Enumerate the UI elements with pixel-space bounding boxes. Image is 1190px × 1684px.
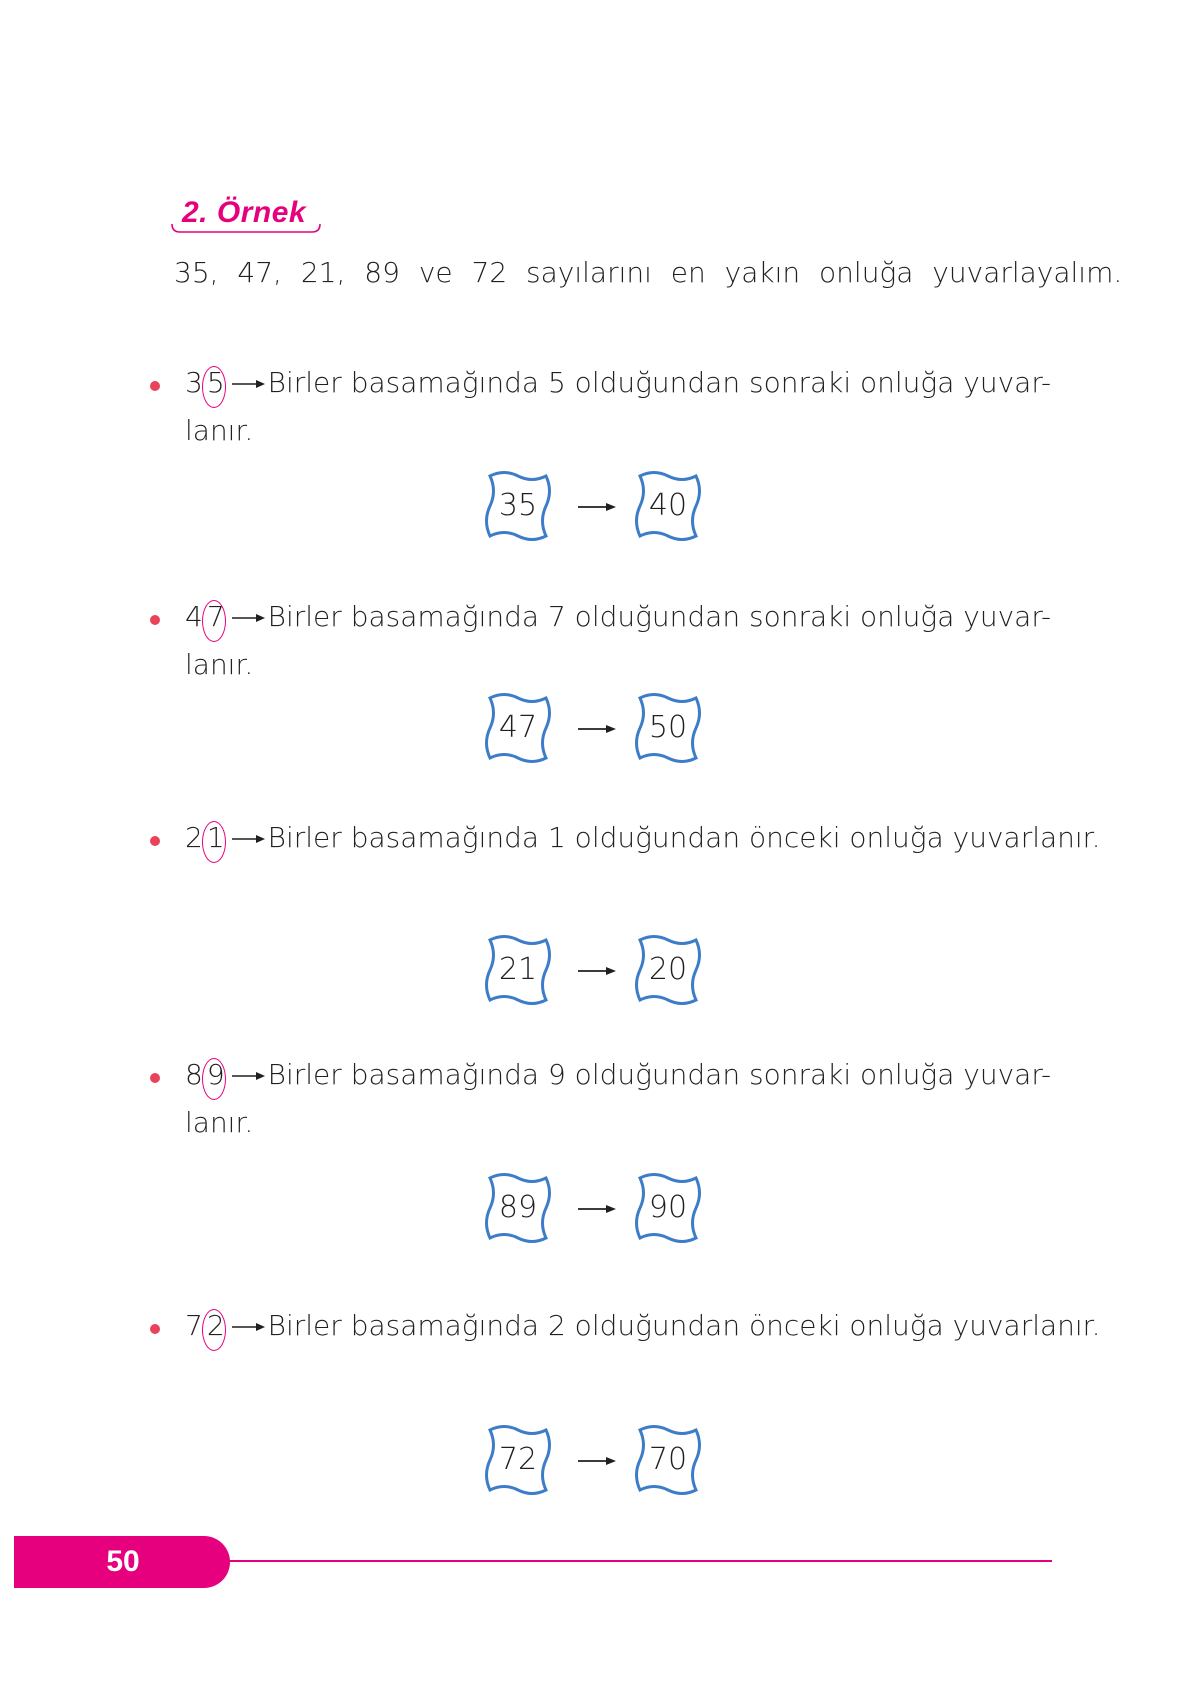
- tens-digit: 8: [185, 1058, 203, 1091]
- rounding-result: [478, 930, 718, 1010]
- rule-text-continuation: lanır.: [185, 1106, 254, 1139]
- rounding-result: [478, 688, 718, 768]
- rule-text: Birler basamağında 7 olduğundan sonraki onluğa yuvar-: [267, 600, 1052, 633]
- bullet: [150, 615, 160, 625]
- rounded-number: 20: [648, 952, 688, 987]
- intro-sentence: 35, 47, 21, 89 ve 72 sayılarını en yakın onluğa yuvarlayalım.: [174, 256, 1123, 289]
- circled-ones-digit: 9: [204, 1058, 228, 1091]
- tens-digit: 4: [185, 600, 203, 633]
- rounded-number-box: [628, 688, 708, 768]
- arrow-icon: [232, 1071, 266, 1081]
- example-title: 2. Örnek: [182, 196, 307, 229]
- circled-ones-digit: 1: [204, 821, 228, 854]
- rounded-number: 90: [648, 1190, 688, 1225]
- bullet: [150, 836, 160, 846]
- tens-digit: 3: [185, 366, 203, 399]
- rule-text-continuation: lanır.: [185, 414, 254, 447]
- rounding-statement: [185, 366, 1060, 399]
- original-number-box: [478, 466, 558, 546]
- rounded-number: 50: [648, 710, 688, 745]
- arrow-icon: [578, 966, 618, 976]
- arrow-icon: [578, 1456, 618, 1466]
- circled-ones-digit: 7: [204, 600, 228, 633]
- original-number-box: [478, 1168, 558, 1248]
- page-number: 50: [106, 1545, 140, 1578]
- rounded-number-box: [628, 1168, 708, 1248]
- rule-text: Birler basamağında 2 olduğundan önceki onluğa yuvarlanır.: [267, 1309, 1101, 1342]
- rounding-statement: [185, 600, 1060, 633]
- original-number: 72: [498, 1442, 538, 1477]
- rounding-result: [478, 466, 718, 546]
- bullet: [150, 1324, 160, 1334]
- footer-rule: [228, 1560, 1052, 1562]
- rounding-result: [478, 1420, 718, 1500]
- original-number: 35: [498, 488, 538, 523]
- rule-text: Birler basamağında 5 olduğundan sonraki onluğa yuvar-: [267, 366, 1052, 399]
- bullet: [150, 1073, 160, 1083]
- rounded-number: 40: [648, 488, 688, 523]
- rounding-result: [478, 1168, 718, 1248]
- original-number-box: [478, 930, 558, 1010]
- arrow-icon: [232, 613, 266, 623]
- arrow-icon: [232, 379, 266, 389]
- bullet: [150, 381, 160, 391]
- arrow-icon: [232, 834, 266, 844]
- original-number: 47: [498, 710, 538, 745]
- arrow-icon: [578, 724, 618, 734]
- tens-digit: 2: [185, 821, 203, 854]
- original-number-box: [478, 1420, 558, 1500]
- rounding-statement: [185, 1309, 1101, 1342]
- rounding-statement: [185, 821, 1101, 854]
- original-number-box: [478, 688, 558, 768]
- arrow-icon: [578, 502, 618, 512]
- rounding-statement: [185, 1058, 1060, 1091]
- rounded-number-box: [628, 1420, 708, 1500]
- arrow-icon: [578, 1204, 618, 1214]
- title-underline-bracket: [170, 222, 322, 236]
- original-number: 89: [498, 1190, 538, 1225]
- arrow-icon: [232, 1322, 266, 1332]
- original-number: 21: [498, 952, 538, 987]
- tens-digit: 7: [185, 1309, 203, 1342]
- rounded-number-box: [628, 466, 708, 546]
- rule-text: Birler basamağında 1 olduğundan önceki onluğa yuvarlanır.: [267, 821, 1101, 854]
- rule-text-continuation: lanır.: [185, 648, 254, 681]
- rounded-number: 70: [648, 1442, 688, 1477]
- circled-ones-digit: 5: [204, 366, 228, 399]
- circled-ones-digit: 2: [204, 1309, 228, 1342]
- rounded-number-box: [628, 930, 708, 1010]
- rule-text: Birler basamağında 9 olduğundan sonraki onluğa yuvar-: [267, 1058, 1052, 1091]
